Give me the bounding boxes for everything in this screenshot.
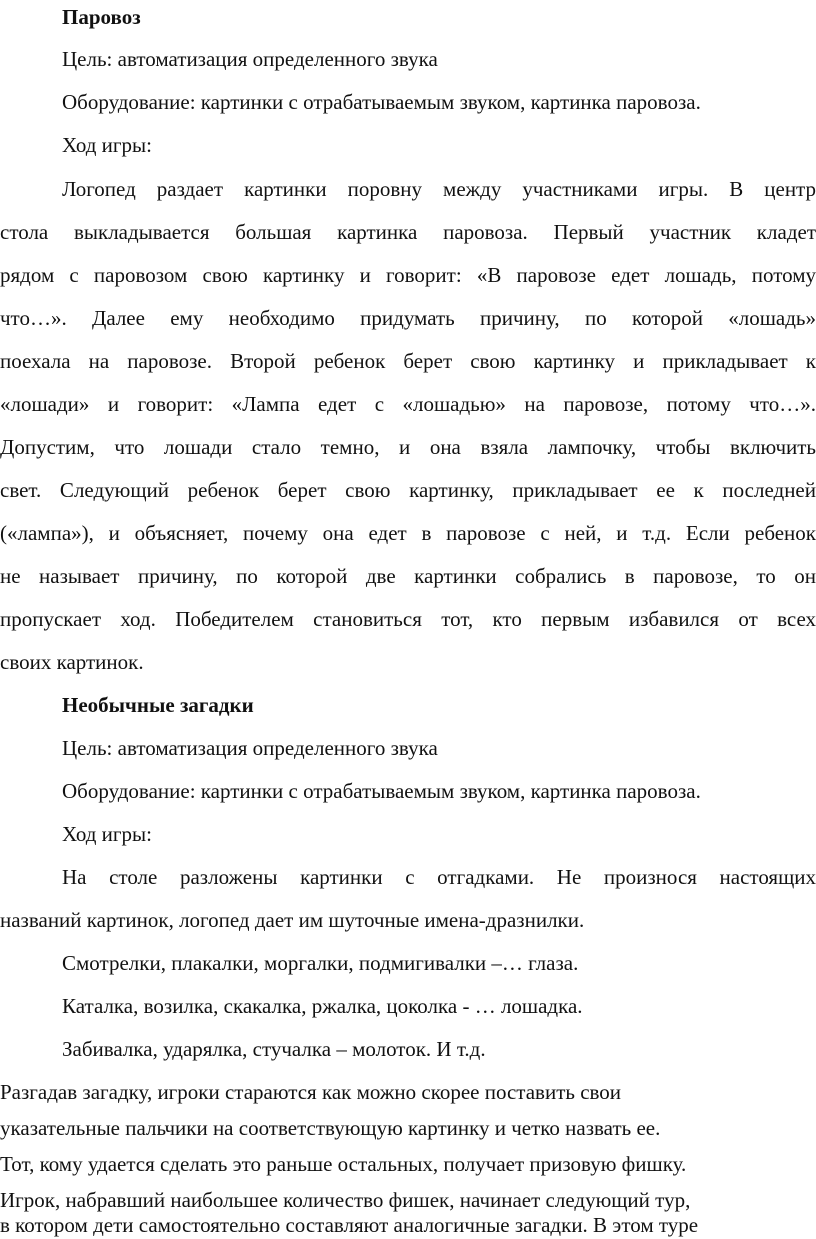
closing-line: Тот, кому удается сделать это раньше остальных, получает призовую фишку. [0, 1152, 687, 1176]
paragraph-line: не называет причину, по которой две картинки собрались в паровозе, то он [0, 564, 816, 588]
riddle-line: Смотрелки, плакалки, моргалки, подмигивалки –… глаза. [62, 951, 579, 975]
paragraph-line: своих картинок. [0, 650, 144, 674]
riddle-line: Забивалка, ударялка, стучалка – молоток. И т.д. [62, 1037, 486, 1061]
section-title-riddles: Необычные загадки [62, 693, 254, 717]
closing-line: Разгадав загадку, игроки стараются как можно скорее поставить свои [0, 1080, 622, 1104]
paragraph-line: «лошади» и говорит: «Лампа едет с «лошадью» на паровозе, потому что…». [0, 392, 816, 416]
section-equipment: Оборудование: картинки с отрабатываемым звуком, картинка паровоза. [62, 90, 701, 114]
paragraph-line: пропускает ход. Победителем становиться тот, кто первым избавился от всех [0, 607, 816, 631]
paragraph-line: рядом с паровозом свою картинку и говорит: «В паровозе едет лошадь, потому [0, 263, 816, 287]
section-title-parovoz: Паровоз [62, 5, 141, 29]
paragraph-line: названий картинок, логопед дает им шуточные имена-дразнилки. [0, 908, 585, 932]
closing-line: указательные пальчики на соответствующую картинку и четко назвать ее. [0, 1116, 661, 1140]
paragraph-line: На столе разложены картинки с отгадками. Не произнося настоящих [62, 865, 816, 889]
section-goal: Цель: автоматизация определенного звука [62, 736, 438, 760]
section-goal: Цель: автоматизация определенного звука [62, 47, 438, 71]
paragraph-line: стола выкладывается большая картинка паровоза. Первый участник кладет [0, 220, 816, 244]
section-equipment: Оборудование: картинки с отрабатываемым звуком, картинка паровоза. [62, 779, 701, 803]
paragraph-line: Допустим, что лошади стало темно, и она взяла лампочку, чтобы включить [0, 435, 816, 459]
paragraph-line: что…». Далее ему необходимо придумать причину, по которой «лошадь» [0, 306, 816, 330]
closing-line: Игрок, набравший наибольшее количество фишек, начинает следующий тур, [0, 1188, 691, 1212]
riddle-line: Каталка, возилка, скакалка, ржалка, цоколка - … лошадка. [62, 994, 583, 1018]
paragraph-line: поехала на паровозе. Второй ребенок берет свою картинку и прикладывает к [0, 349, 816, 373]
paragraph-line: («лампа»), и объясняет, почему она едет в паровозе с ней, и т.д. Если ребенок [0, 521, 816, 545]
section-course-heading: Ход игры: [62, 822, 152, 846]
closing-line: в котором дети самостоятельно составляют аналогичные загадки. В этом туре [0, 1213, 699, 1237]
paragraph-line: Логопед раздает картинки поровну между участниками игры. В центр [62, 177, 816, 201]
section-course-heading: Ход игры: [62, 133, 152, 157]
paragraph-line: свет. Следующий ребенок берет свою картинку, прикладывает ее к последней [0, 478, 816, 502]
